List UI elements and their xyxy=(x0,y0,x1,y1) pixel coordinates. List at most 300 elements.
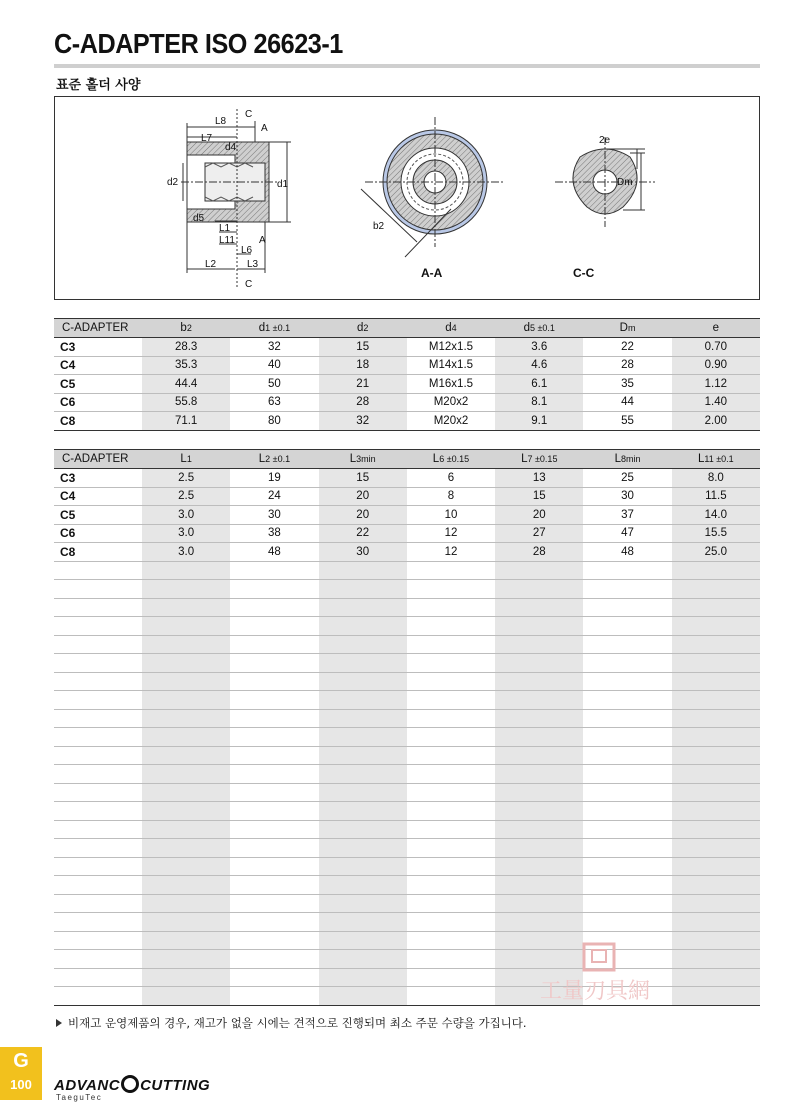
table-cell: 47 xyxy=(583,524,671,543)
table-cell: M16x1.5 xyxy=(407,375,495,394)
row-name-cell xyxy=(54,617,142,636)
table-cell xyxy=(583,728,671,747)
table-row xyxy=(54,820,760,839)
table-cell: 15.5 xyxy=(672,524,760,543)
table-cell: 24 xyxy=(230,487,318,506)
table-cell xyxy=(407,820,495,839)
row-name-cell xyxy=(54,913,142,932)
brand-part2: CUTTING xyxy=(140,1077,211,1094)
table-cell xyxy=(407,617,495,636)
table-cell xyxy=(672,783,760,802)
table-cell xyxy=(672,598,760,617)
column-header-main: L xyxy=(349,453,357,465)
table-cell xyxy=(495,672,583,691)
table-cell: 20 xyxy=(495,506,583,525)
row-name-cell xyxy=(54,598,142,617)
row-name-cell xyxy=(54,635,142,654)
table-cell: 3.0 xyxy=(142,543,230,562)
table-cell: 3.0 xyxy=(142,506,230,525)
table-row xyxy=(54,635,760,654)
table-cell: 50 xyxy=(230,375,318,394)
table-cell xyxy=(230,765,318,784)
table-cell: 30 xyxy=(583,487,671,506)
table-cell: 18 xyxy=(319,356,407,375)
table-cell xyxy=(495,839,583,858)
table-cell: 71.1 xyxy=(142,412,230,431)
section-cc-view xyxy=(555,135,655,280)
table-row xyxy=(54,876,760,895)
table-cell: 30 xyxy=(230,506,318,525)
table-cell xyxy=(495,617,583,636)
row-name-cell xyxy=(54,876,142,895)
table-row xyxy=(54,580,760,599)
table-cell xyxy=(495,598,583,617)
table-cell: 10 xyxy=(407,506,495,525)
table-cell xyxy=(495,635,583,654)
column-header xyxy=(319,450,407,469)
table-cell xyxy=(672,654,760,673)
table-cell xyxy=(495,857,583,876)
table-cell: 2.00 xyxy=(672,412,760,431)
table-cell xyxy=(495,913,583,932)
table-cell xyxy=(230,580,318,599)
table-cell xyxy=(230,839,318,858)
column-header-sub: 6 ±0.15 xyxy=(439,454,470,464)
table-row xyxy=(54,506,760,525)
table-cell: 27 xyxy=(495,524,583,543)
table-row xyxy=(54,487,760,506)
table-cell: 20 xyxy=(319,487,407,506)
column-header-main: L xyxy=(258,453,266,465)
label-A-top: A xyxy=(261,123,268,134)
table-cell xyxy=(142,635,230,654)
table-cell xyxy=(319,765,407,784)
table-cell xyxy=(407,728,495,747)
table-cell xyxy=(319,913,407,932)
column-header-main: e xyxy=(712,322,720,334)
table-cell: 40 xyxy=(230,356,318,375)
table-cell xyxy=(230,894,318,913)
column-header-sub: 8min xyxy=(620,454,641,464)
table-cell xyxy=(495,654,583,673)
page-title: C-ADAPTER ISO 26623-1 xyxy=(54,28,343,59)
table-cell xyxy=(142,617,230,636)
table-cell xyxy=(495,709,583,728)
row-name-cell: C5 xyxy=(54,506,142,525)
table-cell: 0.90 xyxy=(672,356,760,375)
brand-e-icon xyxy=(121,1075,139,1093)
table-cell xyxy=(407,783,495,802)
table-cell: 35.3 xyxy=(142,356,230,375)
row-name-cell: C3 xyxy=(54,338,142,357)
row-name-cell: C3 xyxy=(54,469,142,488)
row-name-cell xyxy=(54,746,142,765)
label-A-bottom: A xyxy=(259,235,266,246)
label-d4: d4 xyxy=(225,142,237,153)
table-cell xyxy=(672,913,760,932)
table-cell xyxy=(583,691,671,710)
table-cell xyxy=(142,820,230,839)
section-letter: G xyxy=(13,1050,29,1072)
table-cell: 3.6 xyxy=(495,338,583,357)
table-cell: 80 xyxy=(230,412,318,431)
page-subtitle: 표준 홀더 사양 xyxy=(56,78,141,93)
table-cell: 63 xyxy=(230,393,318,412)
table-cell xyxy=(583,857,671,876)
column-header-sub: 1 ±0.1 xyxy=(265,323,291,333)
row-name-cell xyxy=(54,894,142,913)
table-cell xyxy=(407,746,495,765)
table-cell: 15 xyxy=(495,487,583,506)
table-cell xyxy=(672,691,760,710)
table-cell: 22 xyxy=(583,338,671,357)
row-name-cell xyxy=(54,691,142,710)
table-cell: 25.0 xyxy=(672,543,760,562)
table-cell xyxy=(230,691,318,710)
table-cell: 44.4 xyxy=(142,375,230,394)
table-cell xyxy=(583,913,671,932)
row-name-cell xyxy=(54,857,142,876)
table-cell xyxy=(672,950,760,969)
table-cell: 3.0 xyxy=(142,524,230,543)
table-cell xyxy=(407,598,495,617)
table-cell xyxy=(495,691,583,710)
table-cell xyxy=(142,598,230,617)
table-cell xyxy=(583,876,671,895)
table-cell xyxy=(583,635,671,654)
table-cell xyxy=(583,894,671,913)
table-cell: 11.5 xyxy=(672,487,760,506)
table-cell: M14x1.5 xyxy=(407,356,495,375)
table-cell: 55 xyxy=(583,412,671,431)
table-cell: 15 xyxy=(319,338,407,357)
table-cell xyxy=(142,987,230,1006)
table-cell xyxy=(319,672,407,691)
table-row xyxy=(54,654,760,673)
table-cell: 2.5 xyxy=(142,487,230,506)
table-cell xyxy=(319,561,407,580)
table-row xyxy=(54,617,760,636)
table-row xyxy=(54,356,760,375)
table-row xyxy=(54,691,760,710)
label-C-top: C xyxy=(245,109,253,120)
label-C-bottom: C xyxy=(245,279,253,290)
table-cell xyxy=(319,580,407,599)
table-row xyxy=(54,524,760,543)
table-cell xyxy=(142,709,230,728)
title-rule xyxy=(54,64,760,68)
brand-subtitle: TaeguTec xyxy=(56,1093,103,1102)
label-L2: L2 xyxy=(205,259,217,270)
table-cell xyxy=(583,580,671,599)
table-cell xyxy=(407,580,495,599)
table-cell xyxy=(672,894,760,913)
table-cell xyxy=(230,654,318,673)
footnote xyxy=(56,1015,527,1031)
table-cell xyxy=(142,839,230,858)
table-cell xyxy=(230,598,318,617)
column-header xyxy=(672,319,760,338)
row-name-cell xyxy=(54,765,142,784)
table-cell: 14.0 xyxy=(672,506,760,525)
column-header xyxy=(583,319,671,338)
table-cell xyxy=(407,968,495,987)
column-header xyxy=(583,450,671,469)
table-cell: 32 xyxy=(230,338,318,357)
row-name-cell: C6 xyxy=(54,393,142,412)
table-cell xyxy=(230,635,318,654)
column-header-main: L xyxy=(614,453,621,465)
table-cell xyxy=(319,876,407,895)
table-cell xyxy=(230,876,318,895)
table-cell xyxy=(230,617,318,636)
table-row xyxy=(54,783,760,802)
column-header xyxy=(142,319,230,338)
table-row xyxy=(54,894,760,913)
table-cell xyxy=(142,654,230,673)
table-cell xyxy=(407,709,495,728)
column-header-main: d xyxy=(445,322,452,334)
table-cell xyxy=(230,746,318,765)
table-cell xyxy=(672,728,760,747)
table-cell xyxy=(672,802,760,821)
table-cell xyxy=(672,765,760,784)
table-cell xyxy=(319,931,407,950)
table-cell xyxy=(230,950,318,969)
column-header-sub: 3min xyxy=(356,454,376,464)
table-header-row xyxy=(54,319,760,338)
column-header-sub: 1 xyxy=(186,454,192,464)
table-cell: 1.40 xyxy=(672,393,760,412)
row-name-cell xyxy=(54,802,142,821)
table-cell: 12 xyxy=(407,524,495,543)
column-header-main: L xyxy=(521,453,528,465)
column-header-sub: 2 ±0.1 xyxy=(265,454,291,464)
table-cell xyxy=(230,987,318,1006)
row-name-cell xyxy=(54,561,142,580)
table-cell xyxy=(583,839,671,858)
table-cell: 4.6 xyxy=(495,356,583,375)
table-cell: 8.0 xyxy=(672,469,760,488)
table-cell xyxy=(583,561,671,580)
row-name-cell xyxy=(54,728,142,747)
column-header-main: b xyxy=(180,322,187,334)
column-header xyxy=(54,450,142,469)
column-header xyxy=(407,450,495,469)
row-name-cell xyxy=(54,672,142,691)
table-cell xyxy=(583,820,671,839)
table-cell xyxy=(495,802,583,821)
label-d2: d2 xyxy=(167,177,179,188)
table-cell: 28 xyxy=(319,393,407,412)
row-name-cell xyxy=(54,839,142,858)
table-cell xyxy=(407,654,495,673)
table-cell: 30 xyxy=(319,543,407,562)
table-cell: 28.3 xyxy=(142,338,230,357)
table-cell xyxy=(319,728,407,747)
column-header-main: D xyxy=(619,322,628,334)
table-cell xyxy=(672,820,760,839)
table-cell: 8.1 xyxy=(495,393,583,412)
table-cell xyxy=(672,709,760,728)
table-cell xyxy=(672,746,760,765)
column-header xyxy=(142,450,230,469)
table-cell xyxy=(319,950,407,969)
table-cell: 38 xyxy=(230,524,318,543)
table-cell: M20x2 xyxy=(407,412,495,431)
table-cell xyxy=(672,857,760,876)
table-row xyxy=(54,338,760,357)
table-cell: 12 xyxy=(407,543,495,562)
table-cell xyxy=(230,728,318,747)
column-header-main: d xyxy=(258,322,266,334)
table-cell xyxy=(230,968,318,987)
table-cell xyxy=(672,876,760,895)
column-header-main: C-ADAPTER xyxy=(62,322,129,334)
table-cell xyxy=(495,580,583,599)
table-row xyxy=(54,709,760,728)
column-header xyxy=(672,450,760,469)
watermark xyxy=(540,940,680,1010)
table-cell xyxy=(230,857,318,876)
table-cell xyxy=(583,709,671,728)
table-cell xyxy=(142,950,230,969)
table-cell xyxy=(407,876,495,895)
table-cell: 8 xyxy=(407,487,495,506)
triangle-bullet-icon xyxy=(56,1019,62,1027)
table-cell xyxy=(319,635,407,654)
table-row xyxy=(54,839,760,858)
table-cell: 19 xyxy=(230,469,318,488)
label-L7: L7 xyxy=(201,133,213,144)
table-row xyxy=(54,728,760,747)
table-row xyxy=(54,598,760,617)
table-cell xyxy=(142,783,230,802)
column-header xyxy=(230,450,318,469)
table-cell xyxy=(495,783,583,802)
row-name-cell: C6 xyxy=(54,524,142,543)
table-row xyxy=(54,857,760,876)
label-d5: d5 xyxy=(193,213,205,224)
table-cell xyxy=(142,691,230,710)
table-cell xyxy=(319,617,407,636)
table-cell xyxy=(230,709,318,728)
row-name-cell xyxy=(54,709,142,728)
table-cell xyxy=(407,839,495,858)
label-b2: b2 xyxy=(373,221,385,232)
table-cell xyxy=(230,802,318,821)
table-cell xyxy=(142,913,230,932)
table-cell xyxy=(319,654,407,673)
column-header xyxy=(54,319,142,338)
table-cell xyxy=(319,746,407,765)
table-cell xyxy=(230,672,318,691)
row-name-cell xyxy=(54,654,142,673)
table-cell xyxy=(583,598,671,617)
table-row xyxy=(54,913,760,932)
table-cell: 20 xyxy=(319,506,407,525)
row-name-cell xyxy=(54,820,142,839)
table-cell xyxy=(319,987,407,1006)
row-name-cell: C8 xyxy=(54,412,142,431)
row-name-cell xyxy=(54,931,142,950)
row-name-cell xyxy=(54,968,142,987)
drawing-svg xyxy=(55,97,761,301)
column-header xyxy=(230,319,318,338)
table-cell xyxy=(142,857,230,876)
table-cell xyxy=(319,783,407,802)
table-cell: 1.12 xyxy=(672,375,760,394)
table-header-row xyxy=(54,450,760,469)
table-cell xyxy=(495,876,583,895)
table-cell xyxy=(407,950,495,969)
table-cell: 37 xyxy=(583,506,671,525)
table-cell: 13 xyxy=(495,469,583,488)
table-cell xyxy=(407,635,495,654)
table-cell xyxy=(495,820,583,839)
table-cell xyxy=(672,561,760,580)
row-name-cell xyxy=(54,987,142,1006)
table-row xyxy=(54,765,760,784)
column-header-sub: 11 ±0.1 xyxy=(704,454,734,464)
table-cell xyxy=(583,617,671,636)
table-row xyxy=(54,561,760,580)
column-header-main: C-ADAPTER xyxy=(62,453,129,465)
table-cell xyxy=(407,561,495,580)
table-cell xyxy=(142,561,230,580)
table-cell: 44 xyxy=(583,393,671,412)
table-cell: 25 xyxy=(583,469,671,488)
label-L11: L11 xyxy=(219,235,235,246)
label-d1: d1 xyxy=(277,179,289,190)
table-cell xyxy=(319,802,407,821)
column-header-sub: 2 xyxy=(363,323,369,333)
column-header-sub: 4 xyxy=(451,323,457,333)
table-cell: 55.8 xyxy=(142,393,230,412)
table-cell xyxy=(495,765,583,784)
table-cell: 9.1 xyxy=(495,412,583,431)
table-cell xyxy=(672,968,760,987)
table-cell xyxy=(495,746,583,765)
table-cell xyxy=(672,987,760,1006)
table-row xyxy=(54,412,760,431)
watermark-text: 工量刃具網 xyxy=(540,979,651,1004)
table-row xyxy=(54,746,760,765)
table-cell xyxy=(142,931,230,950)
table-cell xyxy=(672,617,760,636)
side-section-view xyxy=(167,109,291,290)
table-cell xyxy=(495,728,583,747)
table-cell xyxy=(672,931,760,950)
table-cell xyxy=(230,931,318,950)
table-cell: 48 xyxy=(230,543,318,562)
table-cell: M12x1.5 xyxy=(407,338,495,357)
table-cell: 28 xyxy=(583,356,671,375)
label-Dm: Dm xyxy=(617,177,633,188)
table-cell xyxy=(583,765,671,784)
row-name-cell: C5 xyxy=(54,375,142,394)
column-header-main: L xyxy=(697,453,705,465)
table-cell xyxy=(407,894,495,913)
table-cell xyxy=(583,746,671,765)
table-cell xyxy=(672,839,760,858)
table-cell xyxy=(672,635,760,654)
row-name-cell xyxy=(54,950,142,969)
table-cell xyxy=(142,765,230,784)
table-cell: 2.5 xyxy=(142,469,230,488)
table-cell xyxy=(319,820,407,839)
table-cell xyxy=(319,709,407,728)
